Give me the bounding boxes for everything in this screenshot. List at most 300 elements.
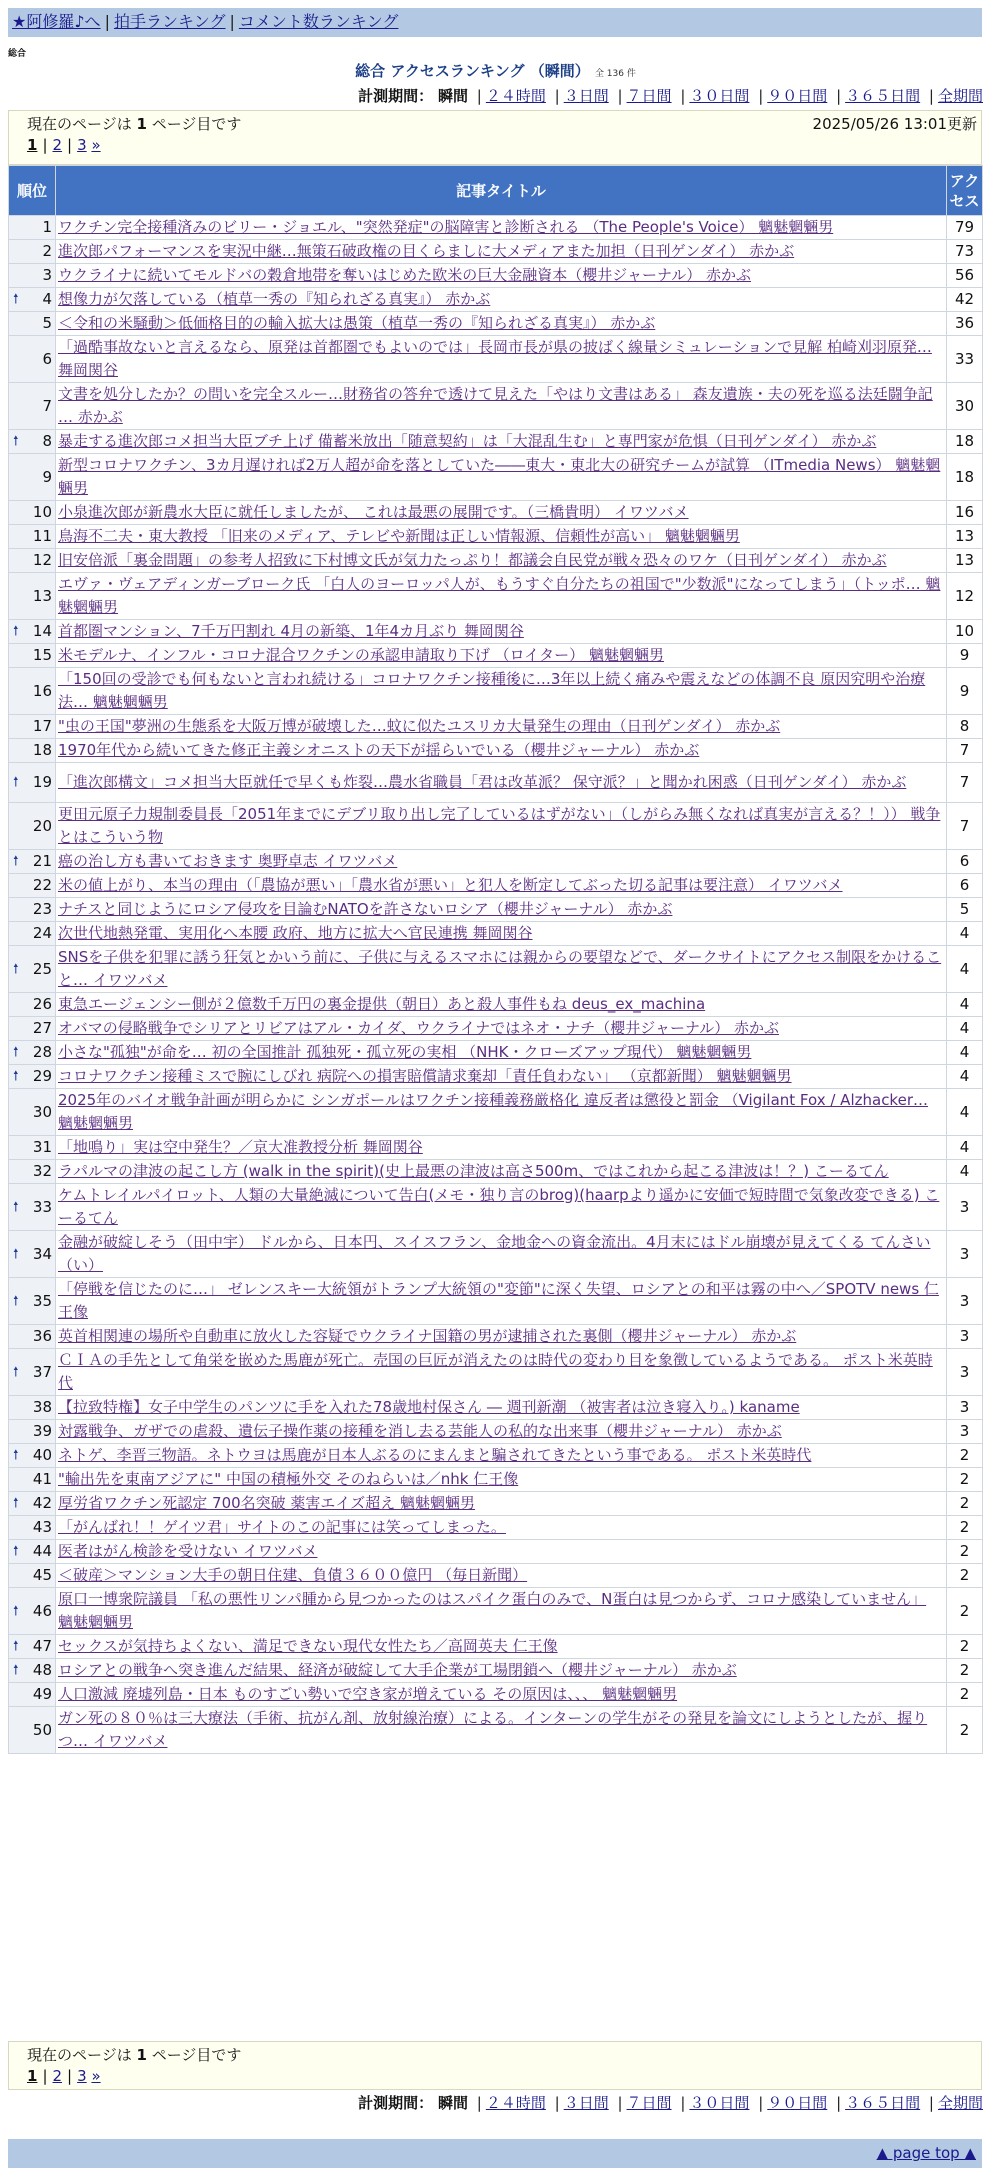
article-title-link[interactable]: 次世代地熱発電、実用化へ本腰 政府、地方に拡大へ官民連携 舞岡関谷 <box>58 924 533 942</box>
title-cell <box>56 1588 947 1635</box>
article-title-link[interactable]: ＜破産＞マンション大手の朝日住建、負債３６００億円 （毎日新聞） <box>58 1566 528 1584</box>
table-row <box>9 1564 983 1588</box>
title-cell <box>56 803 947 850</box>
rank-cell <box>9 288 56 312</box>
rank-cell <box>9 240 56 264</box>
article-title-link[interactable]: 進次郎パフォーマンスを実況中継…無策石破政権の目くらましに大メディアまた加担（日刊ゲンダイ） 赤かぶ <box>58 242 795 260</box>
article-title-link[interactable]: SNSを子供を犯罪に誘う狂気とかいう前に、子供に与えるスマホには親からの要望などで、ダークサイトにアクセス制限をかけること… イワツバメ <box>58 948 942 989</box>
table-row <box>9 1089 983 1136</box>
article-title-link[interactable]: 「停戦を信じたのに…」 ゼレンスキー大統領がトランプ大統領の"変節"に深く失望、ロシアとの和平は霧の中へ／SPOTV news 仁王像 <box>58 1280 939 1321</box>
table-row <box>9 922 983 946</box>
title-cell <box>56 1349 947 1396</box>
table-row <box>9 240 983 264</box>
access-count: 5 <box>947 898 983 922</box>
access-count: 3 <box>947 1325 983 1349</box>
title-cell <box>56 525 947 549</box>
access-count: 18 <box>947 430 983 454</box>
rank-number: 48 <box>32 1661 52 1679</box>
article-title-link[interactable]: オバマの侵略戦争でシリアとリビアはアル・カイダ、ウクライナではネオ・ナチ（櫻井ジャーナル） 赤かぶ <box>58 1019 780 1037</box>
rank-cell <box>9 1396 56 1420</box>
access-count: 18 <box>947 454 983 501</box>
page-top-link[interactable]: ▲ page top ▲ <box>876 2144 976 2162</box>
rank-cell <box>9 1325 56 1349</box>
table-row <box>9 874 983 898</box>
title-cell <box>56 1065 947 1089</box>
rank-number: 18 <box>32 741 52 759</box>
article-title-link[interactable]: 「がんばれ！！ゲイツ君」サイトのこの記事には笑ってしまった。 <box>58 1518 506 1536</box>
rank-cell <box>9 874 56 898</box>
title-cell <box>56 644 947 668</box>
rank-number: 9 <box>42 467 52 486</box>
period-selector-bottom: 計測期間： 瞬間 | ２４時間 | ３日間 | ７日間 | ３０日間 | ９０日間 | ３６５日間 | 全期間 <box>358 2094 983 2112</box>
rank-cell <box>9 1017 56 1041</box>
period-link-24h[interactable]: ２４時間 <box>485 2094 546 2112</box>
article-title-link[interactable]: ＜令和の米騒動＞低価格目的の輸入拡大は愚策（植草一秀の『知られざる真実』） 赤かぶ <box>58 314 656 332</box>
article-title-link[interactable]: 米の値上がり、本当の理由（「農協が悪い」「農水省が悪い」と犯人を断定してぶった切る記事は要注意） イワツバメ <box>58 876 843 894</box>
title-cell <box>56 264 947 288</box>
rank-cell <box>9 922 56 946</box>
title-cell <box>56 1278 947 1325</box>
table-row <box>9 501 983 525</box>
rank-number: 42 <box>32 1494 52 1512</box>
access-count: 8 <box>947 715 983 739</box>
access-count: 4 <box>947 1065 983 1089</box>
title-cell <box>56 1420 947 1444</box>
table-row <box>9 1017 983 1041</box>
rank-number: 23 <box>32 900 52 918</box>
table-row <box>9 336 983 383</box>
article-title-link[interactable]: ガン死の８０％は三大療法（手術、抗がん剤、放射線治療）による。インターンの学生がその発見を論文にしようとしたが、握りつ… イワツバメ <box>58 1709 928 1750</box>
rank-cell <box>9 549 56 573</box>
access-count: 2 <box>947 1588 983 1635</box>
rank-cell <box>9 946 56 993</box>
period-link-90d[interactable]: ９０日間 <box>767 2094 828 2112</box>
rank-number: 50 <box>32 1720 52 1739</box>
rank-cell <box>9 501 56 525</box>
rank-number: 4 <box>42 290 52 308</box>
applause-ranking-link[interactable]: 拍手ランキング <box>113 12 226 31</box>
article-title-link[interactable]: 1970年代から続いてきた修正主義シオニストの天下が揺らいでいる（櫻井ジャーナル） 赤かぶ <box>58 741 700 759</box>
access-count: 30 <box>947 383 983 430</box>
rank-number: 24 <box>32 924 52 942</box>
rank-number: 19 <box>32 773 52 791</box>
article-title-link[interactable]: ラパルマの津波の起こし方 (walk in the spirit)(史上最悪の津波は高さ500m、ではこれから起こる津波は！？) こーるてん <box>58 1162 889 1180</box>
article-title-link[interactable]: 対露戦争、ガザでの虐殺、遺伝子操作薬の接種を消し去る芸能人の私的な出来事（櫻井ジャーナル） 赤かぶ <box>58 1422 782 1440</box>
table-row <box>9 1444 983 1468</box>
article-title-link[interactable]: ナチスと同じようにロシア侵攻を目論むNATOを許さないロシア（櫻井ジャーナル） 赤かぶ <box>58 900 673 918</box>
title-cell <box>56 1707 947 1754</box>
article-title-link[interactable]: エヴァ・ヴェアディンガーブローク氏 「白人のヨーロッパ人が、もうすぐ自分たちの祖国で"少数派"になってしまう」（トッポ… 魑魅魍魎男 <box>58 575 941 616</box>
title-cell <box>56 922 947 946</box>
table-row <box>9 288 983 312</box>
table-row <box>9 1659 983 1683</box>
period-link-90d[interactable]: ９０日間 <box>767 87 828 105</box>
rank-cell <box>9 312 56 336</box>
rank-cell <box>9 1468 56 1492</box>
table-row <box>9 1278 983 1325</box>
rank-cell <box>9 1540 56 1564</box>
article-title-link[interactable]: 新型コロナワクチン、3カ月遅ければ2万人超が命を落としていた――東大・東北大の研究チームが試算 （ITmedia News） 魑魅魍魎男 <box>58 456 941 497</box>
access-count: 7 <box>947 803 983 850</box>
article-title-link[interactable]: 厚労省ワクチン死認定 700名突破 薬害エイズ超え 魑魅魍魎男 <box>58 1494 476 1512</box>
rank-number: 17 <box>32 717 52 735</box>
article-title-link[interactable]: 「進次郎構文」コメ担当大臣就任で早くも炸裂…農水省職員「君は改革派？ 保守派？」と聞かれ困惑（日刊ゲンダイ） 赤かぶ <box>58 773 907 791</box>
access-count: 2 <box>947 1468 983 1492</box>
pager-top <box>8 110 982 165</box>
table-row <box>9 850 983 874</box>
access-count: 2 <box>947 1707 983 1754</box>
rank-cell <box>9 668 56 715</box>
title-cell <box>56 898 947 922</box>
title-cell <box>56 240 947 264</box>
article-title-link[interactable]: 文書を処分したか？の問いを完全スルー…財務省の答弁で透けて見えた「やはり文書はある」 森友遺族・夫の死を巡る法廷闘争記 … 赤かぶ <box>58 385 933 426</box>
table-row <box>9 739 983 763</box>
rank-number: 2 <box>42 242 52 260</box>
rank-up-arrow-icon: 🠕 <box>13 1448 19 1463</box>
rank-number: 10 <box>32 503 52 521</box>
page-links: 1 | 2 | 3 » <box>27 136 101 154</box>
rank-up-arrow-icon: 🠕 <box>13 1639 19 1654</box>
rank-cell <box>9 1136 56 1160</box>
article-title-link[interactable]: 小さな"孤独"が命を… 初の全国推計 孤独死・孤立死の実相 （NHK・クローズアップ現代） 魑魅魍魎男 <box>58 1043 752 1061</box>
article-title-link[interactable]: ネトゲ、李晋三物語。ネトウヨは馬鹿が日本人ぶるのにまんまと騙されてきたという事である。 ポスト米英時代 <box>58 1446 812 1464</box>
rank-cell <box>9 850 56 874</box>
rank-up-arrow-icon: 🠕 <box>13 775 19 790</box>
article-title-link[interactable]: ウクライナに続いてモルドバの穀倉地帯を奪いはじめた欧米の巨大金融資本（櫻井ジャーナル） 赤かぶ <box>58 266 751 284</box>
rank-up-arrow-icon: 🠕 <box>13 434 19 449</box>
access-count: 2 <box>947 1492 983 1516</box>
title-cell <box>56 312 947 336</box>
table-row <box>9 1349 983 1396</box>
table-row <box>9 620 983 644</box>
rank-up-arrow-icon: 🠕 <box>13 1246 19 1262</box>
page-title <box>0 60 991 81</box>
article-title-link[interactable]: ＣＩＡの手先として角栄を嵌めた馬鹿が死亡。売国の巨匠が消えたのは時代の変わり目を象徴しているようである。 ポスト米英時代 <box>58 1351 933 1392</box>
access-count: 4 <box>947 1136 983 1160</box>
access-count: 2 <box>947 1516 983 1540</box>
title-cell <box>56 1540 947 1564</box>
access-count: 33 <box>947 336 983 383</box>
article-title-link[interactable]: 金融が破綻しそう（田中宇） ドルから、日本円、スイスフラン、金地金への資金流出。4月末にはドル崩壊が見えてくる てんさい（い） <box>58 1233 931 1274</box>
rank-number: 20 <box>32 816 52 835</box>
rank-cell <box>9 1089 56 1136</box>
article-title-link[interactable]: 2025年のバイオ戦争計画が明らかに シンガポールはワクチン接種義務厳格化 違反者は懲役と罰金 （Vigilant Fox / Alzhacker… 魑魅魍魎男 <box>58 1091 928 1132</box>
title-cell <box>56 288 947 312</box>
next-page-link[interactable]: » <box>91 136 101 154</box>
title-cell <box>56 1635 947 1659</box>
table-row <box>9 1396 983 1420</box>
table-row <box>9 1683 983 1707</box>
period-link-3d[interactable]: ３日間 <box>563 87 609 105</box>
table-row <box>9 525 983 549</box>
rank-up-arrow-icon: 🠕 <box>13 292 19 307</box>
article-title-link[interactable]: セックスが気持ちよくない、満足できない現代女性たち／高岡英夫 仁王像 <box>58 1637 558 1655</box>
rank-cell <box>9 430 56 454</box>
period-link-30d[interactable]: ３０日間 <box>689 2094 750 2112</box>
table-row <box>9 1325 983 1349</box>
period-link-365d[interactable]: ３６５日間 <box>845 87 921 105</box>
rank-cell <box>9 1492 56 1516</box>
access-count: 2 <box>947 1635 983 1659</box>
rank-cell <box>9 454 56 501</box>
title-cell <box>56 1041 947 1065</box>
access-count: 9 <box>947 668 983 715</box>
article-title-link[interactable]: 癌の治し方も書いておきます 奥野卓志 イワツバメ <box>58 852 398 870</box>
access-count: 4 <box>947 1089 983 1136</box>
title-cell <box>56 1564 947 1588</box>
title-cell <box>56 549 947 573</box>
table-row <box>9 454 983 501</box>
table-row <box>9 1707 983 1754</box>
rank-up-arrow-icon: 🠕 <box>13 1663 19 1678</box>
table-row <box>9 1588 983 1635</box>
access-count: 2 <box>947 1564 983 1588</box>
title-cell <box>56 430 947 454</box>
title-cell <box>56 1089 947 1136</box>
table-row <box>9 803 983 850</box>
rank-number: 11 <box>32 527 52 545</box>
article-title-link[interactable]: ワクチン完全接種済みのビリー・ジョエル、"突然発症"の脳障害と診断される （The People's Voice） 魑魅魍魎男 <box>58 218 834 236</box>
access-count: 3 <box>947 1420 983 1444</box>
access-count: 79 <box>947 216 983 240</box>
article-title-link[interactable]: 暴走する進次郎コメ担当大臣ブチ上げ 備蓄米放出「随意契約」は「大混乱生む」と専門家が危惧（日刊ゲンダイ） 赤かぶ <box>58 432 877 450</box>
rank-cell <box>9 1349 56 1396</box>
article-title-link[interactable]: 【拉致特権】女子中学生のパンツに手を入れた78歳地村保さん ― 週刊新潮 （被害者は泣き寝入り。) kaname <box>58 1398 800 1416</box>
article-title-link[interactable]: 米モデルナ、インフル・コロナ混合ワクチンの承認申請取り下げ （ロイター） 魑魅魍魎男 <box>58 646 664 664</box>
comment-ranking-link[interactable]: コメント数ランキング <box>238 12 399 31</box>
title-cell <box>56 1444 947 1468</box>
top-nav-bar <box>8 8 982 37</box>
table-row <box>9 1492 983 1516</box>
next-page-link[interactable]: » <box>91 2067 101 2085</box>
title-column-header: 記事タイトル <box>56 166 947 216</box>
title-cell <box>56 1659 947 1683</box>
rank-cell <box>9 1278 56 1325</box>
article-title-link[interactable]: 想像力が欠落している（植草一秀の『知られざる真実』） 赤かぶ <box>58 290 491 308</box>
article-title-link[interactable]: 「地鳴り」実は空中発生？／京大准教授分析 舞岡関谷 <box>58 1138 423 1156</box>
access-count: 6 <box>947 874 983 898</box>
access-count: 4 <box>947 946 983 993</box>
rank-up-arrow-icon: 🠕 <box>13 1069 19 1084</box>
period-link-30d[interactable]: ３０日間 <box>689 87 750 105</box>
rank-cell <box>9 620 56 644</box>
category-label: 総合 <box>8 49 27 59</box>
table-row <box>9 1540 983 1564</box>
rank-up-arrow-icon: 🠕 <box>13 624 19 639</box>
rank-cell <box>9 1659 56 1683</box>
title-cell <box>56 946 947 993</box>
access-count: 9 <box>947 644 983 668</box>
period-link-24h[interactable]: ２４時間 <box>485 87 546 105</box>
table-row <box>9 1041 983 1065</box>
rank-cell <box>9 1231 56 1278</box>
rank-number: 22 <box>32 876 52 894</box>
rank-number: 41 <box>32 1470 52 1488</box>
table-row <box>9 430 983 454</box>
rank-cell <box>9 993 56 1017</box>
rank-number: 27 <box>32 1019 52 1037</box>
article-title-link[interactable]: 医者はがん検診を受けない イワツバメ <box>58 1542 318 1560</box>
page-1-current: 1 <box>27 2067 38 2085</box>
article-title-link[interactable]: 人口激減 廃墟列島・日本 ものすごい勢いで空き家が増えている その原因は、、、 魑魅魍魎男 <box>58 1685 678 1703</box>
rank-number: 21 <box>32 852 52 870</box>
rank-number: 14 <box>32 622 52 640</box>
article-title-link[interactable]: 旧安倍派「裏金問題」の参考人招致に下村博文氏が気力たっぷり！都議会自民党が戦々恐々のワケ（日刊ゲンダイ） 赤かぶ <box>58 551 887 569</box>
nav-separator: | <box>229 12 235 31</box>
rank-cell <box>9 803 56 850</box>
site-home-link[interactable]: ★阿修羅♪へ <box>12 12 101 31</box>
rank-number: 35 <box>32 1291 52 1310</box>
period-current: 瞬間 <box>437 87 468 105</box>
rank-up-arrow-icon: 🠕 <box>13 1544 19 1559</box>
rank-cell <box>9 1707 56 1754</box>
title-cell <box>56 1184 947 1231</box>
rank-cell <box>9 1564 56 1588</box>
table-row <box>9 264 983 288</box>
page-3-link[interactable]: 3 <box>77 2067 87 2085</box>
article-title-link[interactable]: 「150回の受診でも何もないと言われ続ける」コロナワクチン接種後に…3年以上続く痛みや震えなどの体調不良 原因究明や治療法… 魑魅魍魎男 <box>58 670 926 711</box>
rank-number: 7 <box>42 396 52 415</box>
rank-cell <box>9 1420 56 1444</box>
period-link-3d[interactable]: ３日間 <box>563 2094 609 2112</box>
period-link-all[interactable]: 全期間 <box>937 2094 983 2112</box>
title-cell <box>56 993 947 1017</box>
ranking-body <box>9 216 983 1754</box>
article-title-link[interactable]: "輸出先を東南アジアに" 中国の積極外交 そのねらいは／nhk 仁王像 <box>58 1470 519 1488</box>
rank-up-arrow-icon: 🠕 <box>13 1045 19 1060</box>
period-current: 瞬間 <box>437 2094 468 2112</box>
rank-number: 15 <box>32 646 52 664</box>
access-count: 36 <box>947 312 983 336</box>
title-cell <box>56 501 947 525</box>
article-title-link[interactable]: 原口一博衆院議員 「私の悪性リンパ腫から見つかったのはスパイク蛋白のみで、N蛋白は見つからず、コロナ感染していません」 魑魅魍魎男 <box>58 1590 927 1631</box>
rank-up-arrow-icon: 🠕 <box>13 854 19 869</box>
updated-timestamp: 2025/05/26 13:01更新 <box>812 115 977 133</box>
period-link-365d[interactable]: ３６５日間 <box>845 2094 921 2112</box>
rank-cell <box>9 1516 56 1540</box>
access-count: 12 <box>947 573 983 620</box>
table-row <box>9 216 983 240</box>
pager-bottom <box>8 2041 982 2090</box>
rank-up-arrow-icon: 🠕 <box>13 1496 19 1511</box>
access-count: 4 <box>947 993 983 1017</box>
title-cell <box>56 1325 947 1349</box>
period-link-7d[interactable]: ７日間 <box>626 2094 672 2112</box>
period-link-all[interactable]: 全期間 <box>937 87 983 105</box>
access-count: 2 <box>947 1444 983 1468</box>
title-cell <box>56 383 947 430</box>
page-2-link[interactable]: 2 <box>52 136 63 154</box>
rank-number: 28 <box>32 1043 52 1061</box>
footer-bar <box>8 2139 982 2168</box>
current-page-text: 現在のページは 1 ページ目です <box>27 2046 242 2064</box>
table-row <box>9 312 983 336</box>
rank-cell <box>9 216 56 240</box>
article-title-link[interactable]: 鳥海不二夫・東大教授 「旧来のメディア、テレビや新聞は正しい情報源、信頼性が高い」 魑魅魍魎男 <box>58 527 740 545</box>
rank-number: 33 <box>32 1197 52 1216</box>
rank-number: 29 <box>32 1067 52 1085</box>
access-count: 4 <box>947 1017 983 1041</box>
table-row <box>9 549 983 573</box>
access-count: 3 <box>947 1231 983 1278</box>
title-cell <box>56 1492 947 1516</box>
page-links: 1 | 2 | 3 » <box>27 2067 101 2085</box>
access-count: 3 <box>947 1396 983 1420</box>
article-title-link[interactable]: 小泉進次郎が新農水大臣に就任しましたが、 これは最悪の展開です。（三橋貴明） イワツバメ <box>58 503 689 521</box>
rank-number: 6 <box>42 349 52 368</box>
article-title-link[interactable]: 英首相関連の場所や自動車に放火した容疑でウクライナ国籍の男が逮捕された裏側（櫻井ジャーナル） 赤かぶ <box>58 1327 797 1345</box>
table-row <box>9 1231 983 1278</box>
title-cell <box>56 715 947 739</box>
access-count: 2 <box>947 1683 983 1707</box>
article-title-link[interactable]: "虫の王国"夢洲の生態系を大阪万博が破壊した…蚊に似たユスリカ大量発生の理由（日刊ゲンダイ） 赤かぶ <box>58 717 781 735</box>
rank-cell <box>9 336 56 383</box>
access-count: 4 <box>947 1041 983 1065</box>
article-title-link[interactable]: コロナワクチン接種ミスで腕にしびれ 病院への損害賠償請求棄却「責任負わない」 （京都新聞） 魑魅魍魎男 <box>58 1067 792 1085</box>
title-cell <box>56 1683 947 1707</box>
rank-number: 37 <box>32 1362 52 1381</box>
article-title-link[interactable]: 東急エージェンシー側が２億数千万円の裏金提供（朝日）あと殺人事件もね deus_ex_machina <box>58 995 706 1013</box>
rank-number: 47 <box>32 1637 52 1655</box>
period-label: 計測期間： <box>358 87 434 105</box>
page-2-link[interactable]: 2 <box>52 2067 63 2085</box>
rank-number: 31 <box>32 1138 52 1156</box>
table-row <box>9 1468 983 1492</box>
article-title-link[interactable]: ロシアとの戦争へ突き進んだ結果、経済が破綻して大手企業が工場閉鎖へ（櫻井ジャーナル） 赤かぶ <box>58 1661 737 1679</box>
article-title-link[interactable]: 更田元原子力規制委員長「2051年までにデブリ取り出し完了しているはずがない」（しがらみ無くなれば真実が言える？！）） 戦争とはこういう物 <box>58 805 941 846</box>
title-cell <box>56 850 947 874</box>
article-title-link[interactable]: 首都圏マンション、7千万円割れ 4月の新築、1年4カ月ぶり 舞岡関谷 <box>58 622 524 640</box>
page-1-current: 1 <box>27 136 38 154</box>
access-count: 42 <box>947 288 983 312</box>
period-selector-top: 計測期間： 瞬間 | ２４時間 | ３日間 | ７日間 | ３０日間 | ９０日間 | ３６５日間 | 全期間 <box>358 87 983 105</box>
table-row <box>9 993 983 1017</box>
title-cell <box>56 874 947 898</box>
access-column-header: アクセス <box>947 166 983 216</box>
access-count: 13 <box>947 525 983 549</box>
access-count: 10 <box>947 620 983 644</box>
access-count: 4 <box>947 1160 983 1184</box>
access-count: 3 <box>947 1349 983 1396</box>
title-cell <box>56 739 947 763</box>
rank-cell <box>9 739 56 763</box>
access-count: 3 <box>947 1278 983 1325</box>
rank-cell <box>9 644 56 668</box>
rank-number: 45 <box>32 1566 52 1584</box>
current-page-text: 現在のページは 1 ページ目です <box>27 115 242 133</box>
title-cell <box>56 1468 947 1492</box>
period-label: 計測期間： <box>358 2094 434 2112</box>
rank-cell <box>9 1184 56 1231</box>
title-cell <box>56 336 947 383</box>
title-cell <box>56 216 947 240</box>
page-3-link[interactable]: 3 <box>77 136 87 154</box>
period-link-7d[interactable]: ７日間 <box>626 87 672 105</box>
access-count: 73 <box>947 240 983 264</box>
title-cell <box>56 573 947 620</box>
rank-number: 43 <box>32 1518 52 1536</box>
rank-cell <box>9 763 56 803</box>
article-title-link[interactable]: 「過酷事故ないと言えるなら、原発は首都圏でもよいのでは」長岡市長が県の披ばく線量シミュレーションで見解 柏崎刈羽原発… 舞岡関谷 <box>58 338 932 379</box>
rank-cell <box>9 1065 56 1089</box>
article-title-link[interactable]: ケムトレイルパイロット、人類の大量絶滅について告白(メモ・独り言のbrog)(haarpより遥かに安価で短時間で気象改変できる) こーるてん <box>58 1186 940 1227</box>
table-row <box>9 763 983 803</box>
rank-number: 26 <box>32 995 52 1013</box>
rank-up-arrow-icon: 🠕 <box>13 1603 19 1619</box>
access-count: 2 <box>947 1659 983 1683</box>
title-cell <box>56 1160 947 1184</box>
title-cell <box>56 1396 947 1420</box>
